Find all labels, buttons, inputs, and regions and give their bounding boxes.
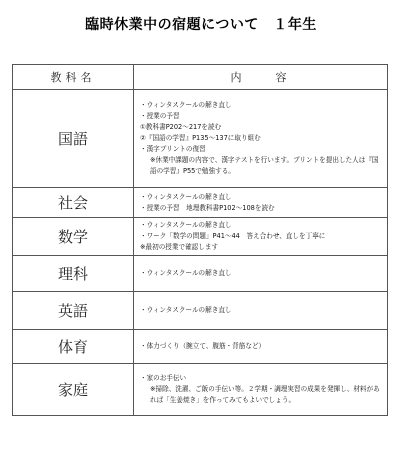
content-line: ・漢字プリントの復習 [140, 145, 206, 153]
content-line: ※最初の授業で確認します [140, 243, 219, 251]
table-row [13, 188, 388, 218]
content-line: ・授業の予習 地理教科書P102～108を読む [140, 203, 275, 212]
content-line: ・授業の予習 [140, 112, 180, 120]
content-cell [134, 90, 388, 188]
content-line: ・ウィンタスクールの解き直し [140, 221, 232, 229]
content-line: ②『国語の学習』P135～137に取り組む [140, 134, 261, 142]
homework-table [12, 64, 388, 416]
table-row [13, 330, 388, 364]
content-cell [134, 364, 388, 416]
subject-cell: 家庭 [13, 364, 134, 416]
content-line: ・体力づくり（腕立て、腹筋・背筋など） [140, 342, 266, 350]
content-note: ※掃除、洗濯、ご飯の手伝い等。２学期・調理実習の成果を発揮し、材料があれば「生姜焼き」を作ってみてもよいでしょう。 [150, 385, 380, 404]
table-row [13, 364, 388, 416]
header-subject: 教科名 [13, 65, 134, 90]
content-line: ・ウィンタスクールの解き直し [140, 306, 232, 314]
subject-cell: 理科 [13, 256, 134, 292]
table-header-row [13, 65, 388, 90]
content-note: ※休業中課題の内容で、漢字テストを行います。プリントを提出した人は『国語の学習』P55で勉強する。 [150, 156, 379, 175]
subject-cell: 体育 [13, 330, 134, 364]
content-cell [134, 292, 388, 330]
table-row [13, 292, 388, 330]
table-row [13, 256, 388, 292]
table-row [13, 90, 388, 188]
content-cell [134, 188, 388, 218]
content-line: ・家のお手伝い [140, 374, 187, 382]
subject-cell: 英語 [13, 292, 134, 330]
content-line: ・ワーク「数学の問題」P41～44 答え合わせ、直しを丁寧に [140, 232, 326, 240]
content-line: ・ウィンタスクールの解き直し [140, 192, 232, 201]
content-line: ・ウィンタスクールの解き直し [140, 101, 232, 109]
table-row [13, 218, 388, 256]
content-line: ・ウィンタスクールの解き直し [140, 269, 232, 277]
content-line: ①教科書P202～217を読む [140, 123, 222, 131]
subject-cell: 社会 [13, 188, 134, 218]
header-content: 内 容 [134, 65, 388, 90]
subject-cell: 国語 [13, 90, 134, 188]
content-cell [134, 330, 388, 364]
content-cell [134, 218, 388, 256]
content-cell [134, 256, 388, 292]
subject-cell: 数学 [13, 218, 134, 256]
page-title: 臨時休業中の宿題について １年生 [85, 17, 317, 33]
